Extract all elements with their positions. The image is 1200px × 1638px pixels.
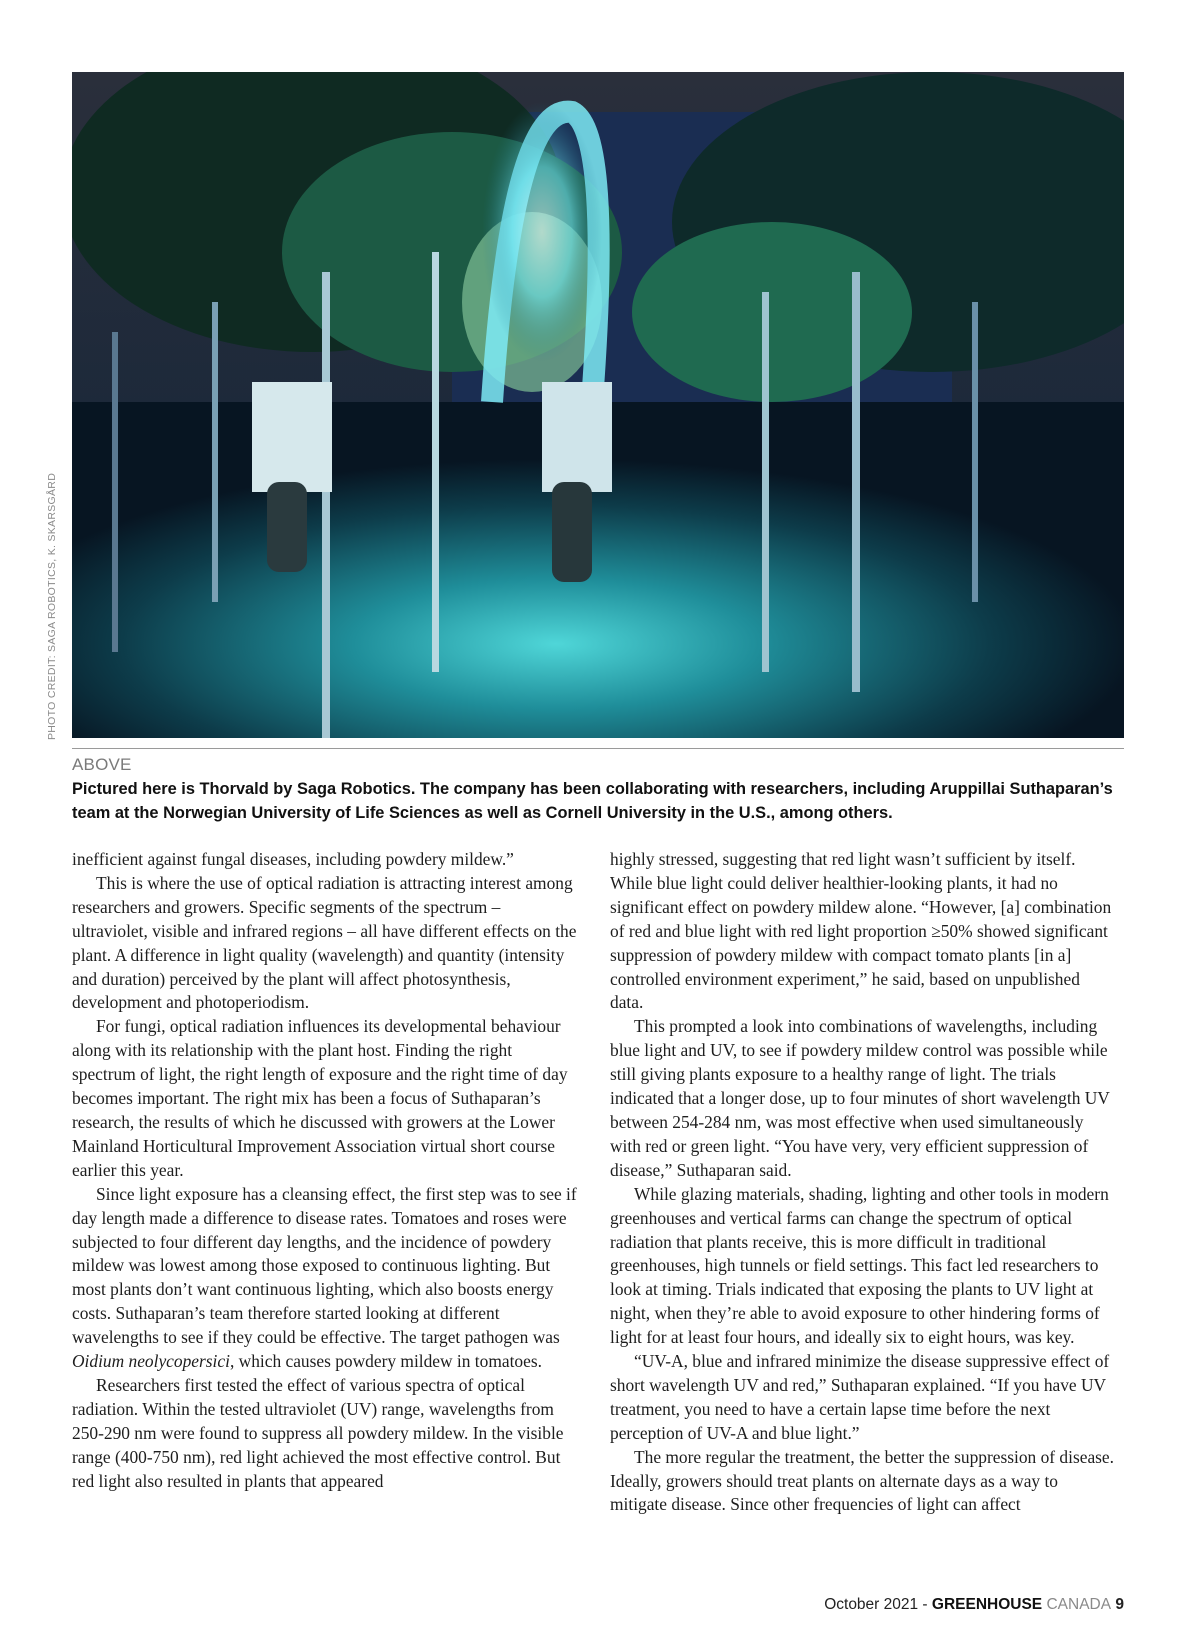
issue-date: October 2021 - bbox=[824, 1596, 932, 1613]
paragraph: While glazing materials, shading, lighting and other tools in modern greenhouses and vertical farms can change the spectrum of optical radiation that plants receive, this is more difficult in traditional greenhouses, high tunnels or field settings. This fact led researchers to look at timing. Trials indicated that exposing the plants to UV light at night, when they’re able to avoid exposure to other hindering forms of light for at least four hours, and ideally six to eight hours, was key. bbox=[610, 1183, 1109, 1348]
paragraph: highly stressed, suggesting that red light wasn’t sufficient by itself. While blue light could deliver healthier-looking plants, it had no significant effect on powdery mildew alone. “However, [a] combination of red and blue light with red light proportion ≥50% showed significant suppression of powdery mildew with compact tomato plants [in a] controlled environment experiment,” he said, based on unpublished data. bbox=[610, 849, 1112, 1013]
article-column-left bbox=[72, 848, 577, 1493]
page-footer bbox=[824, 1596, 1124, 1614]
paragraph-text: , which causes powdery mildew in tomatoes. bbox=[229, 1351, 542, 1372]
page-number: 9 bbox=[1111, 1596, 1124, 1613]
paragraph: This prompted a look into combinations of wavelengths, including blue light and UV, to see if powdery mildew control was possible while still giving plants exposure to a healthy range of light. The trials indicated that a longer dose, up to four minutes of short wavelength UV between 254-284 nm, was most effective when used simultaneously with red or green light. “You have very, very efficient suppression of disease,” Suthaparan said. bbox=[610, 1016, 1110, 1180]
caption-label: ABOVE bbox=[72, 755, 132, 774]
paragraph bbox=[72, 1183, 577, 1374]
photo-robot-greenhouse-icon bbox=[72, 72, 1124, 738]
paragraph: The more regular the treatment, the better the suppression of disease. Ideally, growers should treat plants on alternate days as a way to mitigate disease. Since other frequencies of light can affect bbox=[610, 1446, 1115, 1515]
paragraph: Researchers first tested the effect of various spectra of optical radiation. Within the tested ultraviolet (UV) range, wavelengths from 250-290 nm were found to suppress all powdery mildew. In the visible range (400-750 nm), red light achieved the most effective control. But red light also resulted in plants that appeared bbox=[72, 1374, 564, 1491]
paragraph: “UV-A, blue and infrared minimize the disease suppressive effect of short wavelength UV and red,” Suthaparan explained. “If you have UV treatment, you need to have a certain lapse time before the next perception of UV-A and blue light.” bbox=[610, 1351, 1110, 1443]
photo-credit: PHOTO CREDIT: SAGA ROBOTICS, K. SKARSGÅRD bbox=[46, 472, 58, 740]
paragraph: For fungi, optical radiation influences its developmental behaviour along with its relationship with the plant host. Finding the right spectrum of light, the right length of exposure and the right time of day becomes important. The right mix has been a focus of Suthaparan’s research, the results of which he discussed with growers at the Lower Mainland Horticultural Improvement Association virtual short course earlier this year. bbox=[72, 1016, 568, 1180]
species-name: Oidium neolycopersici bbox=[72, 1351, 230, 1372]
paragraph: inefficient against fungal diseases, including powdery mildew.” bbox=[72, 849, 514, 869]
magazine-brand-sub: CANADA bbox=[1042, 1596, 1112, 1613]
paragraph: This is where the use of optical radiation is attracting interest among researchers and growers. Specific segments of the spectrum – ultraviolet, visible and infrared regions – all have different effects on the plant. A difference in light quality (wavelength) and quantity (intensity and duration) perceived by the plant will affect photosynthesis, development and photoperiodism. bbox=[72, 872, 577, 1013]
paragraph-text: Since light exposure has a cleansing effect, the first step was to see if day length made a difference to disease rates. Tomatoes and roses were subjected to four different day lengths, and the incidence of powdery mildew was lowest among those exposed to continuous lighting. But most plants don’t want continuous lighting, which also boosts energy costs. Suthaparan’s team therefore started looking at different wavelengths to see if they could be effective. The target pathogen was bbox=[72, 1183, 577, 1348]
magazine-brand: GREENHOUSE bbox=[931, 1596, 1043, 1613]
caption-divider bbox=[72, 748, 1124, 749]
hero-photo bbox=[72, 72, 1124, 738]
article-column-right bbox=[610, 848, 1115, 1517]
caption-text: Pictured here is Thorvald by Saga Robotics. The company has been collaborating with researchers, including Aruppillai Suthaparan’s team at the Norwegian University of Life Sciences as well as Cornell University in the U.S., among others. bbox=[72, 780, 1113, 822]
